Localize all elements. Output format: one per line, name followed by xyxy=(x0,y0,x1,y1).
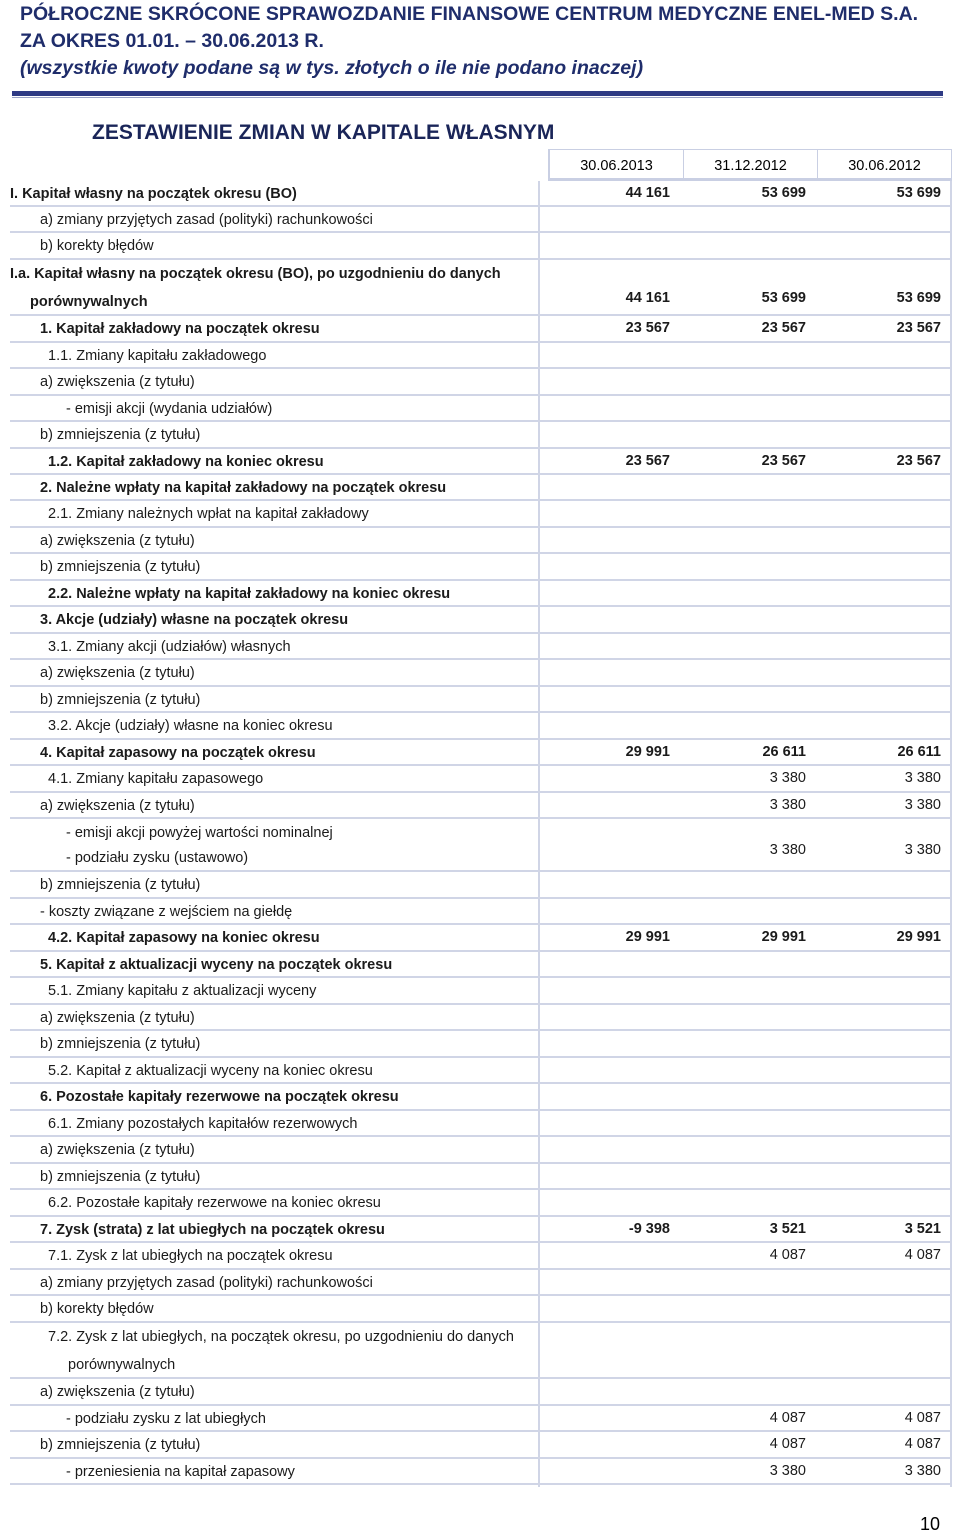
row-label: 7.1. Zysk z lat ubiegłych na początek okresu xyxy=(48,1248,333,1264)
table-row xyxy=(10,1164,951,1190)
column-header: 30.06.2012 xyxy=(817,149,952,181)
table-row xyxy=(10,952,951,978)
row-label: b) zmniejszenia (z tytułu) xyxy=(40,1168,201,1185)
table-row xyxy=(10,607,951,634)
table-row xyxy=(10,1379,951,1406)
row-label: 6.1. Zmiany pozostałych kapitałów rezerwowych xyxy=(48,1115,358,1132)
row-label: 2. Należne wpłaty na kapitał zakładowy na początek okresu xyxy=(40,479,447,496)
row-value: 29 991 xyxy=(896,929,941,945)
row-label: a) zwiększenia (z tytułu) xyxy=(40,1009,195,1026)
row-label: - podziału zysku z lat ubiegłych xyxy=(66,1410,266,1427)
table-row xyxy=(10,475,951,501)
row-value: 3 380 xyxy=(769,842,806,858)
row-value: 29 991 xyxy=(761,929,806,945)
row-label: 1.2. Kapitał zakładowy na koniec okresu xyxy=(48,453,324,470)
row-label: b) korekty błędów xyxy=(40,238,154,254)
column-header: 30.06.2013 xyxy=(548,149,683,181)
table-row xyxy=(10,316,951,343)
row-label: 4.2. Kapitał zapasowy na koniec okresu xyxy=(48,930,320,946)
table-row xyxy=(10,449,951,475)
row-value: 26 611 xyxy=(897,743,941,760)
table-row xyxy=(10,1005,951,1031)
table-row xyxy=(10,1217,951,1243)
row-label-continued: porównywalnych xyxy=(68,1357,176,1373)
row-label: 3.2. Akcje (udziały) własne na koniec okresu xyxy=(48,718,333,734)
table-row xyxy=(10,713,951,740)
table-row xyxy=(10,899,951,925)
table-row xyxy=(10,925,951,952)
table-row xyxy=(10,233,951,260)
report-period: ZA OKRES 01.01. – 30.06.2013 R. xyxy=(20,30,324,52)
row-label: a) zwiększenia (z tytułu) xyxy=(40,532,195,549)
row-label: 2.1. Zmiany należnych wpłat na kapitał zakładowy xyxy=(48,506,369,522)
row-value: -9 398 xyxy=(628,1220,670,1237)
row-label: 7. Zysk (strata) z lat ubiegłych na początek okresu xyxy=(40,1221,385,1238)
row-label-continued: porównywalnych xyxy=(30,294,148,310)
row-label: b) zmniejszenia (z tytułu) xyxy=(40,877,201,893)
row-label: a) zwiększenia (z tytułu) xyxy=(40,797,195,814)
table-row xyxy=(10,1111,951,1137)
row-value: 3 521 xyxy=(769,1220,806,1237)
row-label: I.a. Kapitał własny na początek okresu (BO), po uzgodnieniu do danych xyxy=(10,266,501,282)
table-row xyxy=(10,687,951,713)
row-value: 53 699 xyxy=(761,184,806,201)
row-value: 3 380 xyxy=(904,842,941,858)
table-row xyxy=(10,501,951,528)
row-label: 1. Kapitał zakładowy na początek okresu xyxy=(40,321,320,337)
row-value: 26 611 xyxy=(762,743,806,760)
row-label: I. Kapitał własny na początek okresu (BO) xyxy=(10,185,297,202)
table-row xyxy=(10,1084,951,1111)
row-label: 5.1. Zmiany kapitału z aktualizacji wyceny xyxy=(48,983,317,999)
row-value: 44 161 xyxy=(625,184,670,201)
table-row xyxy=(10,793,951,819)
column-header: 31.12.2012 xyxy=(683,149,817,181)
row-label: 5. Kapitał z aktualizacji wyceny na początek okresu xyxy=(40,956,393,973)
row-label: 4. Kapitał zapasowy na początek okresu xyxy=(40,744,316,761)
table-row xyxy=(10,1459,951,1485)
row-value: 23 567 xyxy=(625,452,670,469)
table-row xyxy=(10,1323,951,1379)
table-row xyxy=(10,1137,951,1164)
row-value: 29 991 xyxy=(625,743,670,760)
table-row xyxy=(10,1432,951,1459)
table-row xyxy=(10,1270,951,1296)
row-label: b) zmniejszenia (z tytułu) xyxy=(40,559,201,575)
row-label: a) zwiększenia (z tytułu) xyxy=(40,1384,195,1400)
row-value: 3 380 xyxy=(904,796,941,813)
row-label-continued: - podziału zysku (ustawowo) xyxy=(66,850,249,866)
row-value: 3 380 xyxy=(769,1462,806,1479)
row-value: 3 521 xyxy=(904,1220,941,1237)
row-value: 4 087 xyxy=(904,1436,941,1452)
grid-line xyxy=(950,181,952,1487)
row-value: 4 087 xyxy=(769,1247,806,1263)
row-label: a) zwiększenia (z tytułu) xyxy=(40,665,195,681)
row-label: 6. Pozostałe kapitały rezerwowe na początek okresu xyxy=(40,1089,399,1105)
row-label: a) zmiany przyjętych zasad (polityki) rachunkowości xyxy=(40,211,373,228)
table-row xyxy=(10,1031,951,1058)
table-row xyxy=(10,1058,951,1084)
report-title: PÓŁROCZNE SKRÓCONE SPRAWOZDANIE FINANSOWE CENTRUM MEDYCZNE ENEL-MED S.A. xyxy=(20,3,919,25)
row-value: 23 567 xyxy=(761,320,806,336)
table-row xyxy=(10,396,951,422)
table-row xyxy=(10,181,951,207)
table-row xyxy=(10,766,951,793)
row-value: 4 087 xyxy=(904,1247,941,1263)
row-label: b) zmniejszenia (z tytułu) xyxy=(40,1036,201,1052)
row-label: a) zwiększenia (z tytułu) xyxy=(40,1142,195,1158)
table-row xyxy=(10,260,951,316)
row-value: 23 567 xyxy=(761,452,806,469)
row-value: 23 567 xyxy=(896,452,941,469)
table-row xyxy=(10,1243,951,1270)
table-row xyxy=(10,978,951,1005)
row-label: 4.1. Zmiany kapitału zapasowego xyxy=(48,771,264,787)
row-value: 3 380 xyxy=(904,770,941,786)
grid-line xyxy=(538,181,540,1487)
row-value: 4 087 xyxy=(904,1409,941,1426)
table-row xyxy=(10,1406,951,1432)
row-value: 4 087 xyxy=(769,1436,806,1452)
row-label: 3. Akcje (udziały) własne na początek okresu xyxy=(40,612,349,628)
row-value: 4 087 xyxy=(769,1409,806,1426)
table-row xyxy=(10,872,951,899)
table-row xyxy=(10,1296,951,1323)
row-value: 3 380 xyxy=(769,796,806,813)
table-row xyxy=(10,343,951,369)
table-row xyxy=(10,1190,951,1217)
row-label: b) zmniejszenia (z tytułu) xyxy=(40,427,201,443)
row-label: 2.2. Należne wpłaty na kapitał zakładowy na koniec okresu xyxy=(48,585,451,602)
row-label: - przeniesienia na kapitał zapasowy xyxy=(66,1463,295,1480)
row-label: 1.1. Zmiany kapitału zakładowego xyxy=(48,347,267,364)
table-row xyxy=(10,660,951,687)
row-value: 3 380 xyxy=(769,770,806,786)
row-value: 44 161 xyxy=(625,290,670,306)
row-label: 3.1. Zmiany akcji (udziałów) własnych xyxy=(48,638,291,655)
row-label: 5.2. Kapitał z aktualizacji wyceny na koniec okresu xyxy=(48,1062,373,1079)
table-row xyxy=(10,581,951,607)
row-label: 6.2. Pozostałe kapitały rezerwowe na koniec okresu xyxy=(48,1195,381,1211)
section-title: ZESTAWIENIE ZMIAN W KAPITALE WŁASNYM xyxy=(92,121,555,144)
table-row xyxy=(10,634,951,660)
row-value: 29 991 xyxy=(625,929,670,945)
page-number: 10 xyxy=(919,1514,940,1534)
row-label: b) zmniejszenia (z tytułu) xyxy=(40,691,201,708)
table-row xyxy=(10,554,951,581)
row-value: 23 567 xyxy=(625,320,670,336)
row-value: 3 380 xyxy=(904,1462,941,1479)
table-row xyxy=(10,819,951,872)
row-label: b) zmniejszenia (z tytułu) xyxy=(40,1437,201,1453)
row-label: - koszty związane z wejściem na giełdę xyxy=(40,903,293,920)
row-label: - emisji akcji powyżej wartości nominalnej xyxy=(66,825,333,841)
row-label: a) zwiększenia (z tytułu) xyxy=(40,374,195,390)
row-value: 23 567 xyxy=(896,320,941,336)
row-value: 53 699 xyxy=(896,290,941,306)
row-label: - emisji akcji (wydania udziałów) xyxy=(66,400,273,417)
table-row xyxy=(10,422,951,449)
table-row xyxy=(10,740,951,766)
row-label: b) korekty błędów xyxy=(40,1301,154,1317)
row-label: a) zmiany przyjętych zasad (polityki) rachunkowości xyxy=(40,1274,373,1291)
row-value: 53 699 xyxy=(761,290,806,306)
table-row xyxy=(10,207,951,233)
table-row xyxy=(10,528,951,554)
row-label: 7.2. Zysk z lat ubiegłych, na początek okresu, po uzgodnieniu do danych xyxy=(48,1329,514,1345)
report-units: (wszystkie kwoty podane są w tys. złotych o ile nie podano inaczej) xyxy=(20,57,644,79)
table-row xyxy=(10,369,951,396)
row-value: 53 699 xyxy=(896,184,941,201)
